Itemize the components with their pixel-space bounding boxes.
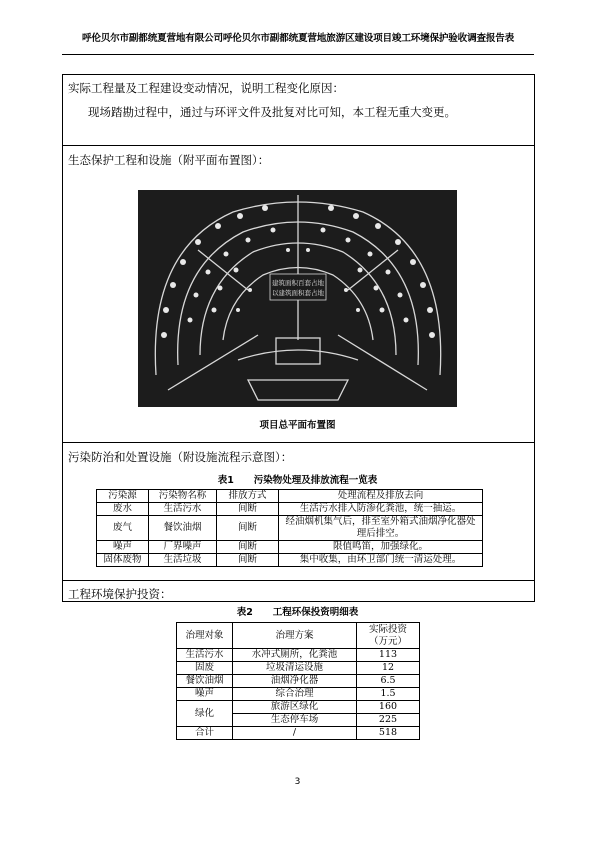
table-row [177, 649, 420, 662]
table-cell: 综合治理 [233, 688, 357, 701]
table-cell: 厂界噪声 [149, 541, 217, 554]
table-cell: 旅游区绿化 [233, 701, 357, 714]
site-plan-image [138, 190, 457, 407]
table-row [177, 727, 420, 740]
table-cell: 12 [357, 662, 420, 675]
table-row [97, 554, 483, 567]
section-pollution-heading: 污染防治和处置设施（附设施流程示意图）： [68, 450, 293, 464]
column-header: 治理方案 [233, 623, 357, 649]
table-row [177, 701, 420, 714]
table-cell: 生态停车场 [233, 714, 357, 727]
table-cell: 噪声 [97, 541, 149, 554]
table-cell: 绿化 [177, 701, 233, 727]
table-cell: 噪声 [177, 688, 233, 701]
table-cell: 经油烟机集气后，排至室外箱式油烟净化器处理后排空。 [279, 516, 483, 541]
page-number: 3 [294, 777, 301, 787]
table-row [97, 541, 483, 554]
table-row [177, 688, 420, 701]
table-cell: 餐饮油烟 [177, 675, 233, 688]
column-header: 排放方式 [217, 490, 279, 503]
table-cell: 225 [357, 714, 420, 727]
column-header: 实际投资（万元） [357, 623, 420, 649]
site-plan-drawing [138, 190, 457, 407]
table-cell: 餐饮油烟 [149, 516, 217, 541]
table-cell: 间断 [217, 541, 279, 554]
table-cell: 固废 [177, 662, 233, 675]
report-header: 呼伦贝尔市副都统夏营地有限公司呼伦贝尔市副都统夏营地旅游区建设项目竣工环境保护验收调查报告表 [81, 33, 515, 44]
table-cell: 6.5 [357, 675, 420, 688]
table-cell: 油烟净化器 [233, 675, 357, 688]
section-eco-heading: 生态保护工程和设施（附平面布置图）： [68, 153, 270, 167]
table-cell: 生活污水排入防渗化粪池，统一抽运。 [279, 503, 483, 516]
pollution-table [96, 489, 483, 567]
table-header-row [97, 490, 483, 503]
table-row [177, 662, 420, 675]
table-row [177, 675, 420, 688]
table-cell: 间断 [217, 554, 279, 567]
section-divider [62, 442, 535, 443]
table-cell: 固体废物 [97, 554, 149, 567]
header-rule [62, 54, 534, 55]
table-cell: 垃圾清运设施 [233, 662, 357, 675]
column-header: 污染物名称 [149, 490, 217, 503]
table-cell: / [233, 727, 357, 740]
table-cell: 160 [357, 701, 420, 714]
table-cell: 集中收集，由环卫部门统一清运处理。 [279, 554, 483, 567]
table-cell: 1.5 [357, 688, 420, 701]
table-cell: 水冲式厕所，化粪池 [233, 649, 357, 662]
investment-table [176, 622, 420, 740]
section-divider [62, 145, 535, 146]
table-cell: 合计 [177, 727, 233, 740]
column-header: 治理对象 [177, 623, 233, 649]
section-divider [62, 580, 535, 581]
table1-title: 表1 污染物处理及排放流程一览表 [217, 475, 378, 486]
figure-caption: 项目总平面布置图 [259, 420, 336, 431]
section-change-heading: 实际工程量及工程建设变动情况，说明工程变化原因： [68, 81, 344, 95]
table-row [97, 503, 483, 516]
table-cell: 限值鸣笛，加强绿化。 [279, 541, 483, 554]
table-cell: 废气 [97, 516, 149, 541]
column-header: 处理流程及排放去向 [279, 490, 483, 503]
table-row [97, 516, 483, 541]
table-cell: 间断 [217, 516, 279, 541]
section-invest-heading: 工程环境保护投资： [68, 587, 172, 601]
column-header: 污染源 [97, 490, 149, 503]
map-label: 以建筑面积套占地 [272, 289, 324, 297]
table-cell: 113 [357, 649, 420, 662]
table-cell: 废水 [97, 503, 149, 516]
table-cell: 生活污水 [177, 649, 233, 662]
table-cell: 间断 [217, 503, 279, 516]
table-header-row [177, 623, 420, 649]
table-cell: 生活垃圾 [149, 554, 217, 567]
table-cell: 生活污水 [149, 503, 217, 516]
table2-title: 表2 工程环保投资明细表 [236, 607, 359, 618]
map-label: 建筑面积百套占地 [272, 279, 324, 287]
table-cell: 518 [357, 727, 420, 740]
section-change-body: 现场踏勘过程中，通过与环评文件及批复对比可知，本工程无重大变更。 [88, 105, 456, 119]
